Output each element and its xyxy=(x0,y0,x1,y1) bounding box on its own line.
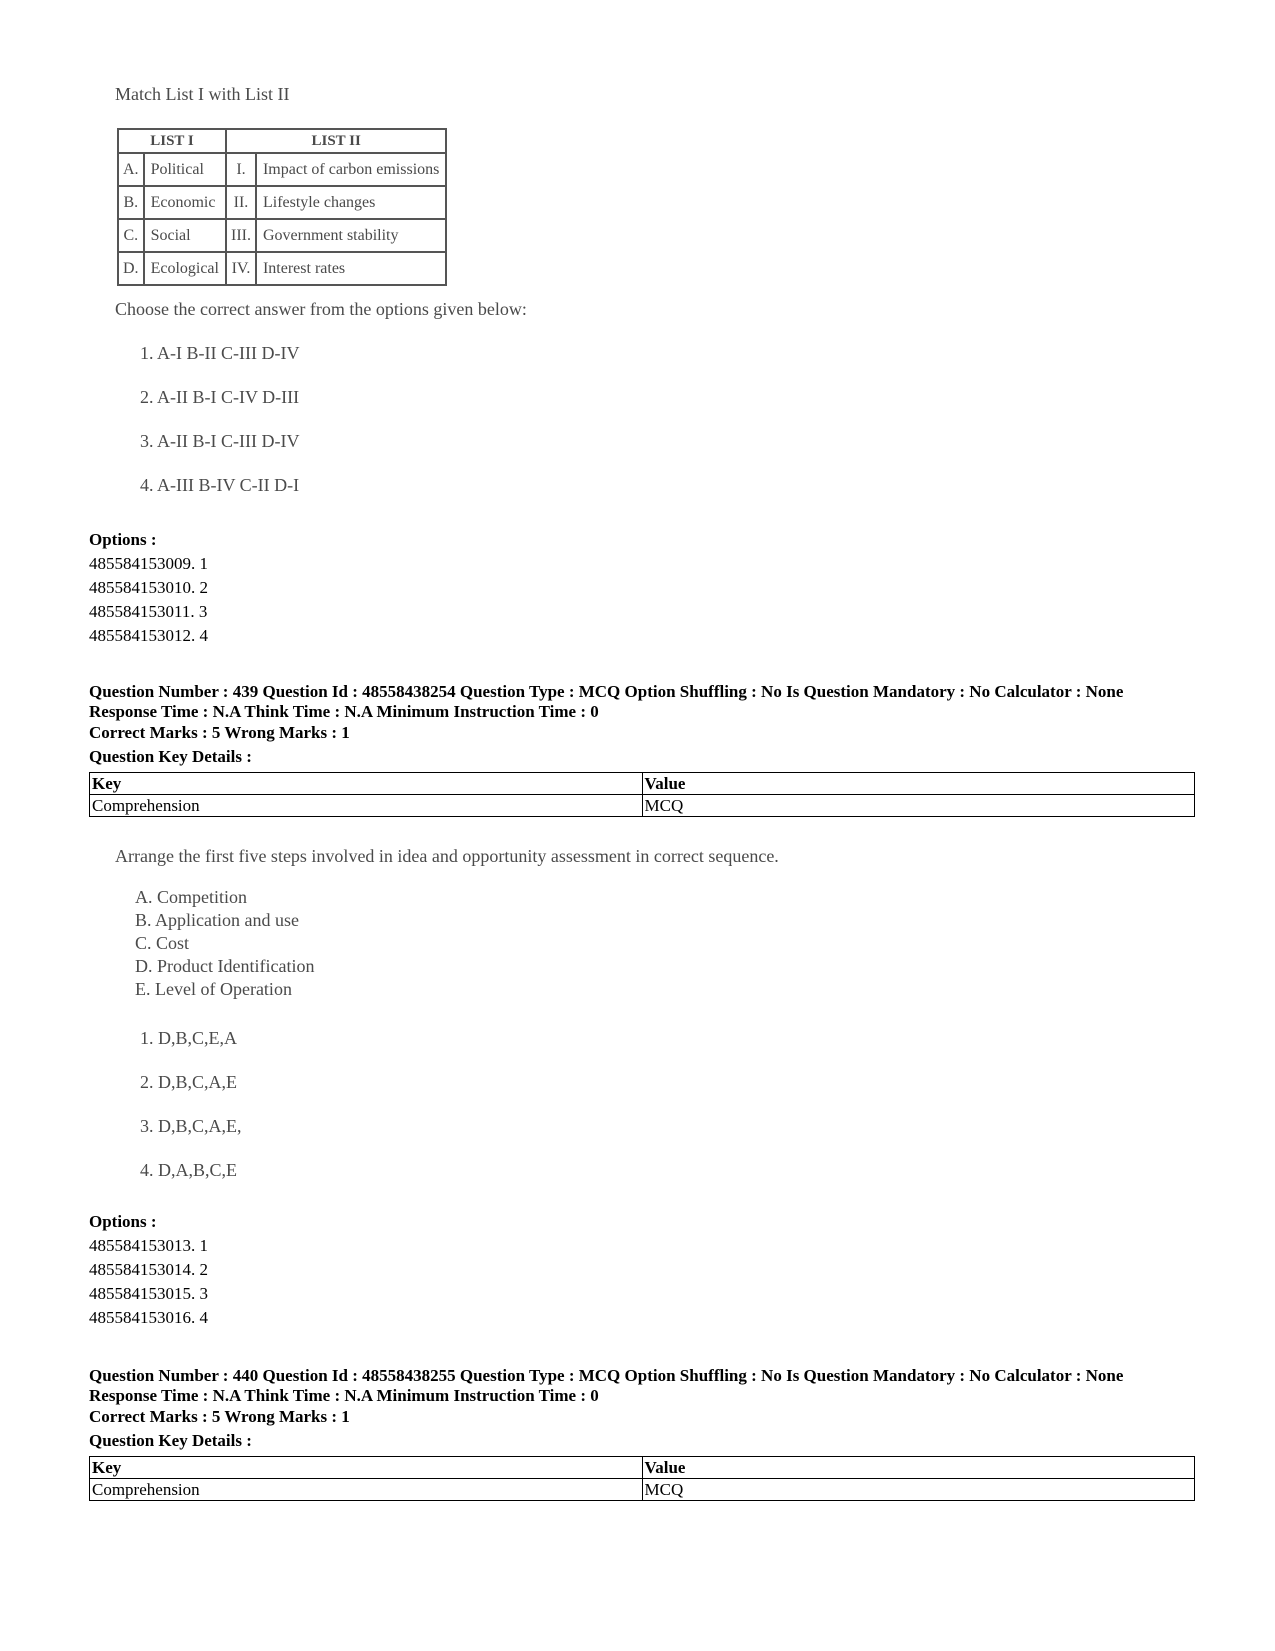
value-cell: MCQ xyxy=(642,1479,1195,1501)
table-row xyxy=(118,219,446,252)
table-row xyxy=(90,1479,1195,1501)
choice-item: 3. D,B,C,A,E, xyxy=(140,1116,242,1136)
key-details-label: Question Key Details : xyxy=(89,747,252,766)
table-row xyxy=(118,252,446,285)
choice-item: 2. D,B,C,A,E xyxy=(140,1072,238,1092)
choice-item: 1. A-I B-II C-III D-IV xyxy=(140,343,300,363)
list2-item: Impact of carbon emissions xyxy=(256,153,446,186)
list1-header: LIST I xyxy=(118,129,226,153)
options-label: Options : xyxy=(89,1212,157,1231)
key-details-table xyxy=(89,772,1195,817)
question-header xyxy=(89,1366,1123,1406)
list2-label: I. xyxy=(226,153,256,186)
match-table xyxy=(117,128,447,286)
list2-item: Lifestyle changes xyxy=(256,186,446,219)
key-header: Key xyxy=(90,1457,643,1479)
option-item: 485584153016. 4 xyxy=(89,1308,208,1327)
list2-item: Government stability xyxy=(256,219,446,252)
choice-item: 1. D,B,C,E,A xyxy=(140,1028,238,1048)
key-details-table xyxy=(89,1456,1195,1501)
options-label: Options : xyxy=(89,530,157,549)
list1-item: Political xyxy=(144,153,226,186)
match-instruction: Match List I with List II xyxy=(115,84,290,104)
choice-item: 4. A-III B-IV C-II D-I xyxy=(140,475,300,495)
option-item: 485584153011. 3 xyxy=(89,602,208,621)
key-header: Key xyxy=(90,773,643,795)
marks-line: Correct Marks : 5 Wrong Marks : 1 xyxy=(89,723,350,742)
choose-instruction: Choose the correct answer from the options given below: xyxy=(115,299,527,319)
list1-label: B. xyxy=(118,186,144,219)
list1-item: Ecological xyxy=(144,252,226,285)
key-cell: Comprehension xyxy=(90,795,643,817)
question-meta-line2: Response Time : N.A Think Time : N.A Minimum Instruction Time : 0 xyxy=(89,1386,599,1405)
list1-item: Social xyxy=(144,219,226,252)
option-item: 485584153012. 4 xyxy=(89,626,208,645)
sequence-item: C. Cost xyxy=(135,933,190,953)
option-item: 485584153009. 1 xyxy=(89,554,208,573)
option-item: 485584153015. 3 xyxy=(89,1284,208,1303)
table-row xyxy=(118,186,446,219)
question-text: Arrange the first five steps involved in idea and opportunity assessment in correct sequence. xyxy=(115,846,779,866)
choice-item: 2. A-II B-I C-IV D-III xyxy=(140,387,300,407)
choice-item: 3. A-II B-I C-III D-IV xyxy=(140,431,300,451)
question-header xyxy=(89,682,1123,722)
options-block xyxy=(89,1210,208,1330)
list1-label: C. xyxy=(118,219,144,252)
list2-item: Interest rates xyxy=(256,252,446,285)
options-block xyxy=(89,528,208,648)
value-header: Value xyxy=(642,1457,1195,1479)
option-item: 485584153013. 1 xyxy=(89,1236,208,1255)
table-row xyxy=(90,795,1195,817)
list2-label: II. xyxy=(226,186,256,219)
key-details-label: Question Key Details : xyxy=(89,1431,252,1450)
list1-item: Economic xyxy=(144,186,226,219)
marks-line: Correct Marks : 5 Wrong Marks : 1 xyxy=(89,1407,350,1426)
list1-label: D. xyxy=(118,252,144,285)
list2-label: IV. xyxy=(226,252,256,285)
list1-label: A. xyxy=(118,153,144,186)
question-meta-line1: Question Number : 439 Question Id : 48558438254 Question Type : MCQ Option Shuffling : No Is Question Mandatory : No Calculator : None xyxy=(89,682,1124,701)
sequence-item: B. Application and use xyxy=(135,910,299,930)
sequence-item: A. Competition xyxy=(135,887,247,907)
choice-item: 4. D,A,B,C,E xyxy=(140,1160,238,1180)
question-meta-line2: Response Time : N.A Think Time : N.A Minimum Instruction Time : 0 xyxy=(89,702,599,721)
option-item: 485584153014. 2 xyxy=(89,1260,208,1279)
value-header: Value xyxy=(642,773,1195,795)
table-row xyxy=(118,153,446,186)
sequence-item: D. Product Identification xyxy=(135,956,315,976)
key-cell: Comprehension xyxy=(90,1479,643,1501)
list2-label: III. xyxy=(226,219,256,252)
list2-header: LIST II xyxy=(226,129,446,153)
option-item: 485584153010. 2 xyxy=(89,578,208,597)
sequence-item: E. Level of Operation xyxy=(135,979,292,999)
question-meta-line1: Question Number : 440 Question Id : 48558438255 Question Type : MCQ Option Shuffling : No Is Question Mandatory : No Calculator : None xyxy=(89,1366,1124,1385)
value-cell: MCQ xyxy=(642,795,1195,817)
